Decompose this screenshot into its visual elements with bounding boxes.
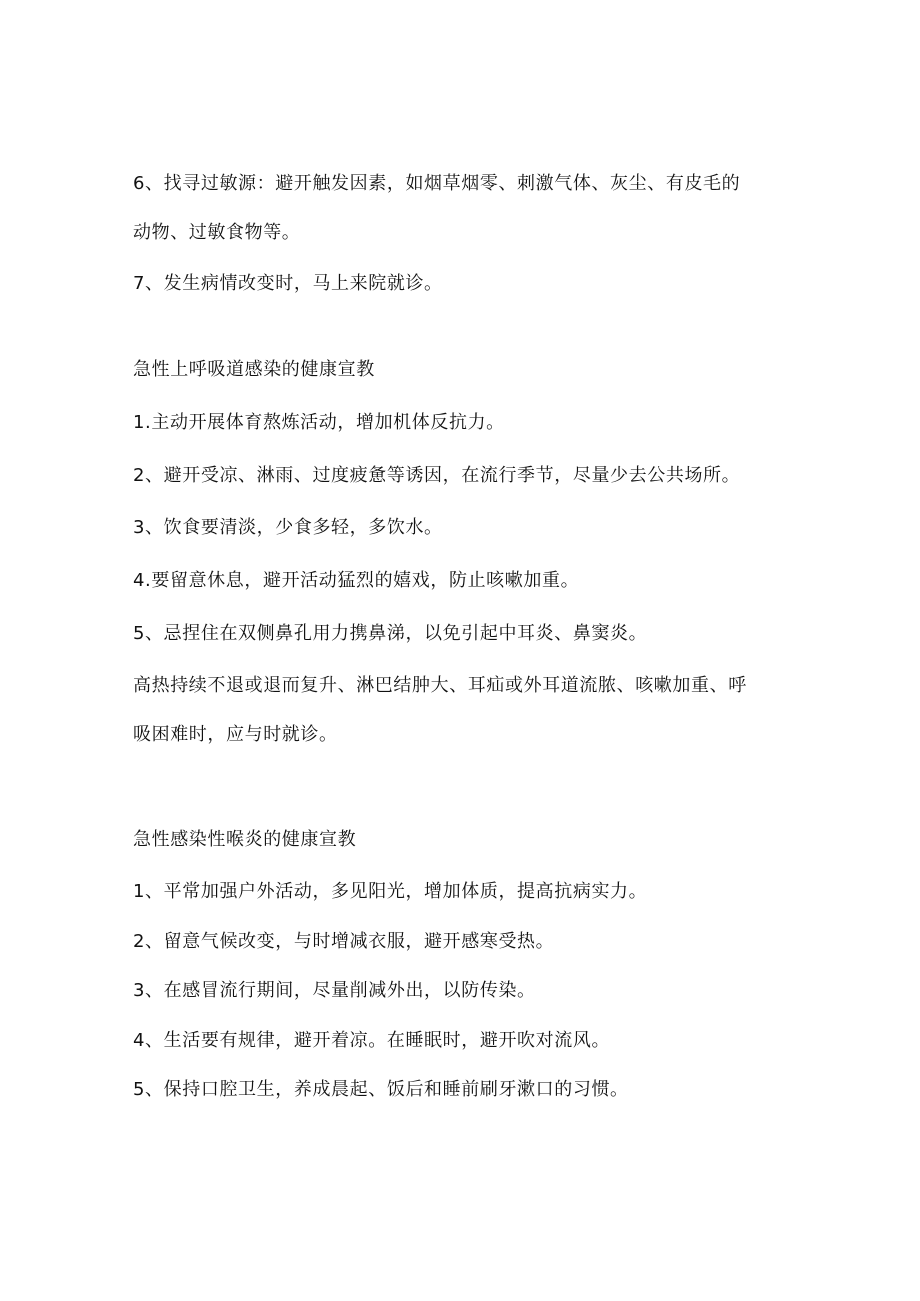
uri-note-line-2: 吸困难时，应与时就诊。	[133, 724, 338, 745]
item-6-line-2: 动物、过敏食物等。	[133, 222, 301, 243]
section-title-laryngitis: 急性感染性喉炎的健康宣教	[133, 829, 357, 850]
laryngitis-item-2: 2、留意气候改变，与时增减衣服，避开感寒受热。	[133, 931, 555, 952]
item-7: 7、发生病情改变时，马上来院就诊。	[133, 273, 443, 294]
laryngitis-item-5: 5、保持口腔卫生，养成晨起、饭后和睡前刷牙漱口的习惯。	[133, 1079, 629, 1100]
item-6-line-1: 6、找寻过敏源：避开触发因素，如烟草烟零、刺激气体、灰尘、有皮毛的	[133, 173, 741, 194]
laryngitis-item-4: 4、生活要有规律，避开着凉。在睡眠时，避开吹对流风。	[133, 1030, 611, 1051]
laryngitis-item-1: 1、平常加强户外活动，多见阳光，增加体质，提高抗病实力。	[133, 881, 648, 902]
uri-item-5: 5、忌捏住在双侧鼻孔用力携鼻涕，以免引起中耳炎、鼻窦炎。	[133, 623, 648, 644]
section-title-uri: 急性上呼吸道感染的健康宣教	[133, 359, 375, 380]
uri-item-4: 4.要留意休息，避开活动猛烈的嬉戏，防止咳嗽加重。	[133, 570, 580, 591]
uri-item-2: 2、避开受凉、淋雨、过度疲惫等诱因，在流行季节，尽量少去公共场所。	[133, 465, 741, 486]
uri-item-1: 1.主动开展体育熬炼活动，增加机体反抗力。	[133, 412, 505, 433]
uri-item-3: 3、饮食要清淡，少食多轻，多饮水。	[133, 517, 443, 538]
uri-note-line-1: 高热持续不退或退而复升、淋巴结肿大、耳疝或外耳道流脓、咳嗽加重、呼	[133, 675, 747, 696]
laryngitis-item-3: 3、在感冒流行期间，尽量削减外出，以防传染。	[133, 980, 536, 1001]
